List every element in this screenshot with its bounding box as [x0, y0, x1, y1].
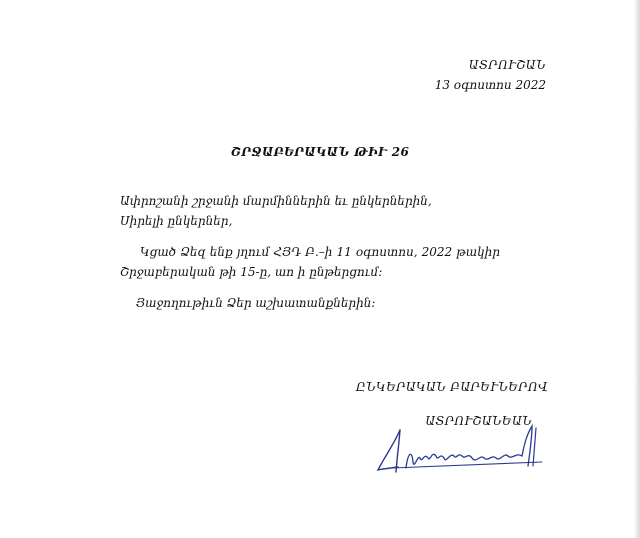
- body-paragraph: [120, 242, 500, 282]
- address-block: [120, 191, 500, 231]
- handwritten-signature: [372, 422, 552, 482]
- signoff-greeting: ԸՆԿԵՐԱԿԱՆ ԲԱՐԵՒՆԵՐՈՎ: [355, 380, 548, 394]
- header-date: 13 օգոստոս 2022: [434, 78, 546, 92]
- signoff-organization: ԱՏՐՈՒՇԱՆԵԱՆ: [425, 414, 532, 428]
- closing-line: Յաջողութիւն Ձեր աշխատանքներին:: [136, 296, 376, 310]
- header-place: ԱՏՐՈՒՇԱՆ: [468, 58, 546, 72]
- document-title: ՇՐՋԱԲԵՐԱԿԱՆ ԹԻՒ 26: [230, 145, 410, 159]
- address-line-1: Ափրոշանի շրջանի մարմիններին եւ ընկերներին,: [120, 194, 432, 208]
- letter-header: [435, 56, 546, 94]
- address-line-2: Սիրելի ընկերներ,: [120, 214, 233, 228]
- body-paragraph-text: Կցած Ձեզ ենք յղում ՀՅԴ Բ.–ի 11 օգոստոս, 2022 թակիր Շրջաբերական թի 15-ը, աո ի ընթերցում:: [120, 245, 500, 279]
- page-edge-shadow: [634, 0, 640, 538]
